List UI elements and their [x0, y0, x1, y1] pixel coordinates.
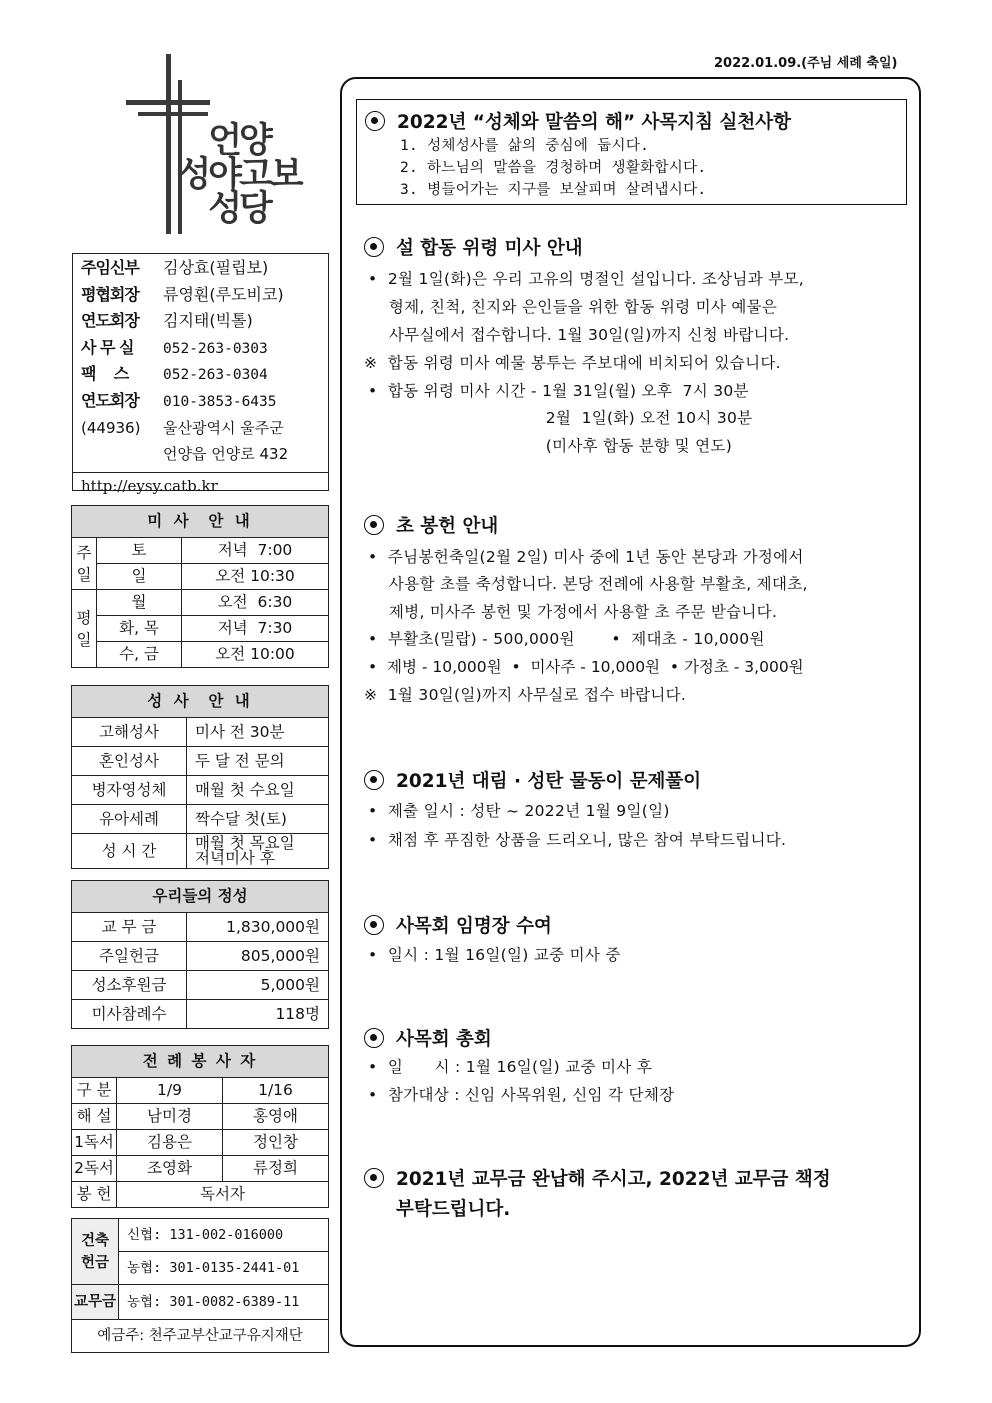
servers-date: 1/9: [117, 1078, 223, 1104]
building-label-2: 헌금: [80, 1254, 109, 1271]
section-title: [364, 234, 583, 260]
pastoral-goals-box: [356, 99, 907, 205]
address-line1: 울산광역시 울주군: [163, 418, 284, 437]
mass-day: 월: [97, 590, 182, 616]
zip-code: (44936): [81, 418, 141, 437]
sacrament-name: 유아세례: [72, 805, 187, 834]
section-title-text: 사목회 임명장 수여: [396, 916, 552, 937]
address-line2: 언양읍 언양로 432: [163, 445, 289, 464]
weekday-label: [72, 590, 97, 668]
tithe-label: 교무금: [72, 1285, 119, 1320]
contact-row: [81, 282, 328, 309]
bulletin-date: 2022.01.09.(주님 세례 축일): [714, 56, 898, 71]
building-account: 농협: 301-0135-2441-01: [119, 1252, 329, 1285]
office-phone: 052-263-0303: [163, 340, 268, 357]
parish-name-line3: 성당: [208, 189, 270, 229]
bullet-circle-icon: [364, 1028, 384, 1048]
offering-name: 성소후원금: [72, 971, 187, 1000]
contact-label: 팩 스: [81, 364, 129, 384]
mass-day: 화, 목: [97, 616, 182, 642]
account-holder: 예금주: 천주교부산교구유지재단: [72, 1320, 329, 1353]
mass-day: 일: [97, 564, 182, 590]
server-name: 남미경: [117, 1104, 223, 1130]
sacrament-name: 혼인성사: [72, 747, 187, 776]
building-fund-label: [72, 1219, 119, 1285]
offering-title: 우리들의 정성: [72, 881, 329, 913]
section-title: [364, 912, 552, 938]
section-line: • 채점 후 푸짐한 상품을 드리오니, 많은 참여 부탁드립니다.: [368, 831, 787, 849]
mass-schedule-title: 미 사 안 내: [72, 506, 329, 538]
section-line: • 주님봉헌축일(2월 2일) 미사 중에 1년 동안 본당과 가정에서: [368, 548, 804, 566]
website-link[interactable]: http://eysy.catb.kr: [73, 472, 328, 500]
contact-row: [81, 255, 328, 282]
section-title-text: 설 합동 위령 미사 안내: [396, 238, 583, 259]
server-name: 홍영애: [223, 1104, 329, 1130]
liturgy-servers-table: [71, 1045, 329, 1208]
parish-name-line2: 성야고보: [177, 155, 301, 195]
section-line: • 2월 1일(화)은 우리 고유의 명절인 설입니다. 조상님과 부모,: [368, 270, 804, 288]
sacrament-name: 병자영성체: [72, 776, 187, 805]
server-name: 조영화: [117, 1156, 223, 1182]
sacrament-name: 성 시 간: [72, 834, 187, 869]
section-line: ※ 1월 30일(일)까지 사무실로 접수 바랍니다.: [364, 686, 687, 704]
section-title: [364, 767, 701, 793]
server-role: 2독서: [72, 1156, 117, 1182]
section-title-line2: 부탁드립니다.: [396, 1199, 511, 1220]
offering-amount: 5,000원: [187, 971, 329, 1000]
address-row: [81, 415, 328, 442]
offering-amount: 1,830,000원: [187, 913, 329, 942]
mass-schedule-table: [71, 505, 329, 668]
server-name: 독서자: [117, 1182, 329, 1208]
contact-label: 연도회장: [81, 390, 139, 410]
section-line: 형제, 친척, 친지와 은인들을 위한 합동 위령 미사 예물은: [368, 298, 778, 316]
sacrament-value: 매월 첫 수요일: [187, 776, 329, 805]
tithe-account: 농협: 301-0082-6389-11: [119, 1285, 329, 1320]
server-name: 김용은: [117, 1130, 223, 1156]
mass-time: 오전 10:30: [182, 564, 329, 590]
sunday-label-1: 주: [76, 543, 92, 562]
section-line: • 참가대상 : 신임 사목위원, 신임 각 단체장: [368, 1086, 675, 1104]
server-name: 류정희: [223, 1156, 329, 1182]
mass-time: 오전 6:30: [182, 590, 329, 616]
goal-item: 1. 성체성사를 삶의 중심에 둡시다.: [400, 138, 650, 154]
section-line: • 일 시 : 1월 16일(일) 교중 미사 후: [368, 1058, 653, 1076]
section-title-text: 초 봉헌 안내: [396, 516, 499, 537]
section-title-text: 사목회 총회: [396, 1029, 492, 1050]
offering-table: [71, 880, 329, 1029]
section-line: 사용할 초를 축성합니다. 본당 전례에 사용할 부활초, 제대초,: [368, 575, 808, 593]
bullet-circle-icon: [364, 237, 384, 257]
sunday-label: [72, 538, 97, 590]
mass-time: 저녁 7:30: [182, 616, 329, 642]
sacrament-title: 성 사 안 내: [72, 686, 329, 718]
section-line: 제병, 미사주 봉헌 및 가정에서 사용할 초 주문 받습니다.: [368, 603, 778, 621]
mass-time: 저녁 7:00: [182, 538, 329, 564]
bullet-circle-icon: [364, 770, 384, 790]
section-line: (미사후 합동 분향 및 연도): [368, 437, 733, 455]
section-title-text: 2021년 교무금 완납해 주시고, 2022년 교무금 책정: [396, 1169, 831, 1190]
contact-value: 김상효(필립보): [163, 258, 269, 277]
section-title: [364, 1025, 492, 1051]
section-line: 2월 1일(화) 오전 10시 30분: [368, 409, 753, 427]
sunday-label-2: 일: [76, 565, 92, 584]
sacrament-value: [187, 834, 329, 869]
goal-item: 3. 병들어가는 지구를 보살피며 살려냅시다.: [400, 182, 707, 198]
contact-label: 주임신부: [81, 258, 139, 277]
sacrament-value: 짝수달 첫(토): [187, 805, 329, 834]
weekday-label-2: 일: [76, 630, 92, 649]
goal-item: 2. 하느님의 말씀을 경청하며 생활화합시다.: [400, 160, 707, 176]
section-line: • 제병 - 10,000원 • 미사주 - 10,000원 • 가정초 - 3,000원: [368, 658, 804, 676]
section-line: 사무실에서 접수합니다. 1월 30일(일)까지 신청 바랍니다.: [368, 326, 790, 344]
contact-label: 연도회장: [81, 311, 139, 331]
server-role: 1독서: [72, 1130, 117, 1156]
contact-box: [72, 253, 329, 495]
sacrament-table: [71, 685, 329, 869]
goals-title: [365, 108, 791, 134]
address-row: [81, 441, 328, 468]
contact-row: [81, 361, 328, 388]
section-title: [364, 512, 498, 538]
offering-name: 주일헌금: [72, 942, 187, 971]
section-line: • 부활초(밀랍) - 500,000원 • 제대초 - 10,000원: [368, 630, 765, 648]
contact-label: 사 무 실: [81, 337, 134, 357]
section-line: ※ 합동 위령 미사 예물 봉투는 주보대에 비치되어 있습니다.: [364, 354, 781, 372]
contact-row: [81, 388, 328, 415]
mass-attendance: 118명: [187, 1000, 329, 1029]
section-title-text: 2021년 대림 · 성탄 물동이 문제풀이: [396, 771, 702, 792]
contact-value: 김지태(빅톨): [163, 311, 253, 331]
servers-head-label: 구 분: [72, 1078, 117, 1104]
parish-name: [174, 121, 304, 229]
sacrament-name: 고해성사: [72, 718, 187, 747]
goals-title-text: 2022년 “성체와 말씀의 해” 사목지침 실천사항: [397, 112, 791, 133]
offering-amount: 805,000원: [187, 942, 329, 971]
mobile-number: 010-3853-6435: [163, 393, 277, 410]
parish-name-line1: 언양: [208, 121, 270, 161]
account-table: [71, 1218, 329, 1353]
bullet-circle-icon: [365, 111, 385, 131]
contact-row: [81, 335, 328, 362]
offering-name: 교 무 금: [72, 913, 187, 942]
building-label-1: 건축: [80, 1232, 109, 1249]
contact-row: [81, 308, 328, 335]
sacrament-value: 미사 전 30분: [187, 718, 329, 747]
holy-hour-line1: 매월 첫 목요일: [195, 834, 295, 852]
bullet-circle-icon: [364, 915, 384, 935]
fax-number: 052-263-0304: [163, 367, 268, 384]
bullet-circle-icon: [364, 515, 384, 535]
section-line: • 제출 일시 : 성탄 ~ 2022년 1월 9일(일): [368, 802, 670, 820]
section-line: • 합동 위령 미사 시간 - 1월 31일(월) 오후 7시 30분: [368, 382, 749, 400]
mass-day: 토: [97, 538, 182, 564]
servers-title: 전 례 봉 사 자: [72, 1046, 329, 1078]
server-role: 봉 헌: [72, 1182, 117, 1208]
contact-label: 평협회장: [81, 284, 139, 304]
server-role: 해 설: [72, 1104, 117, 1130]
contact-value: 류영훤(루도비코): [163, 284, 284, 304]
holy-hour-line2: 저녁미사 후: [195, 849, 275, 867]
server-name: 정인창: [223, 1130, 329, 1156]
building-account: 신협: 131-002-016000: [119, 1219, 329, 1252]
section-title: [364, 1165, 831, 1191]
bullet-circle-icon: [364, 1168, 384, 1188]
section-line: • 일시 : 1월 16일(일) 교중 미사 중: [368, 946, 621, 964]
offering-name: 미사참례수: [72, 1000, 187, 1029]
sacrament-value: 두 달 전 문의: [187, 747, 329, 776]
mass-day: 수, 금: [97, 642, 182, 668]
parish-logo: [122, 52, 312, 237]
mass-time: 오전 10:00: [182, 642, 329, 668]
servers-date: 1/16: [223, 1078, 329, 1104]
weekday-label-1: 평: [76, 608, 92, 627]
